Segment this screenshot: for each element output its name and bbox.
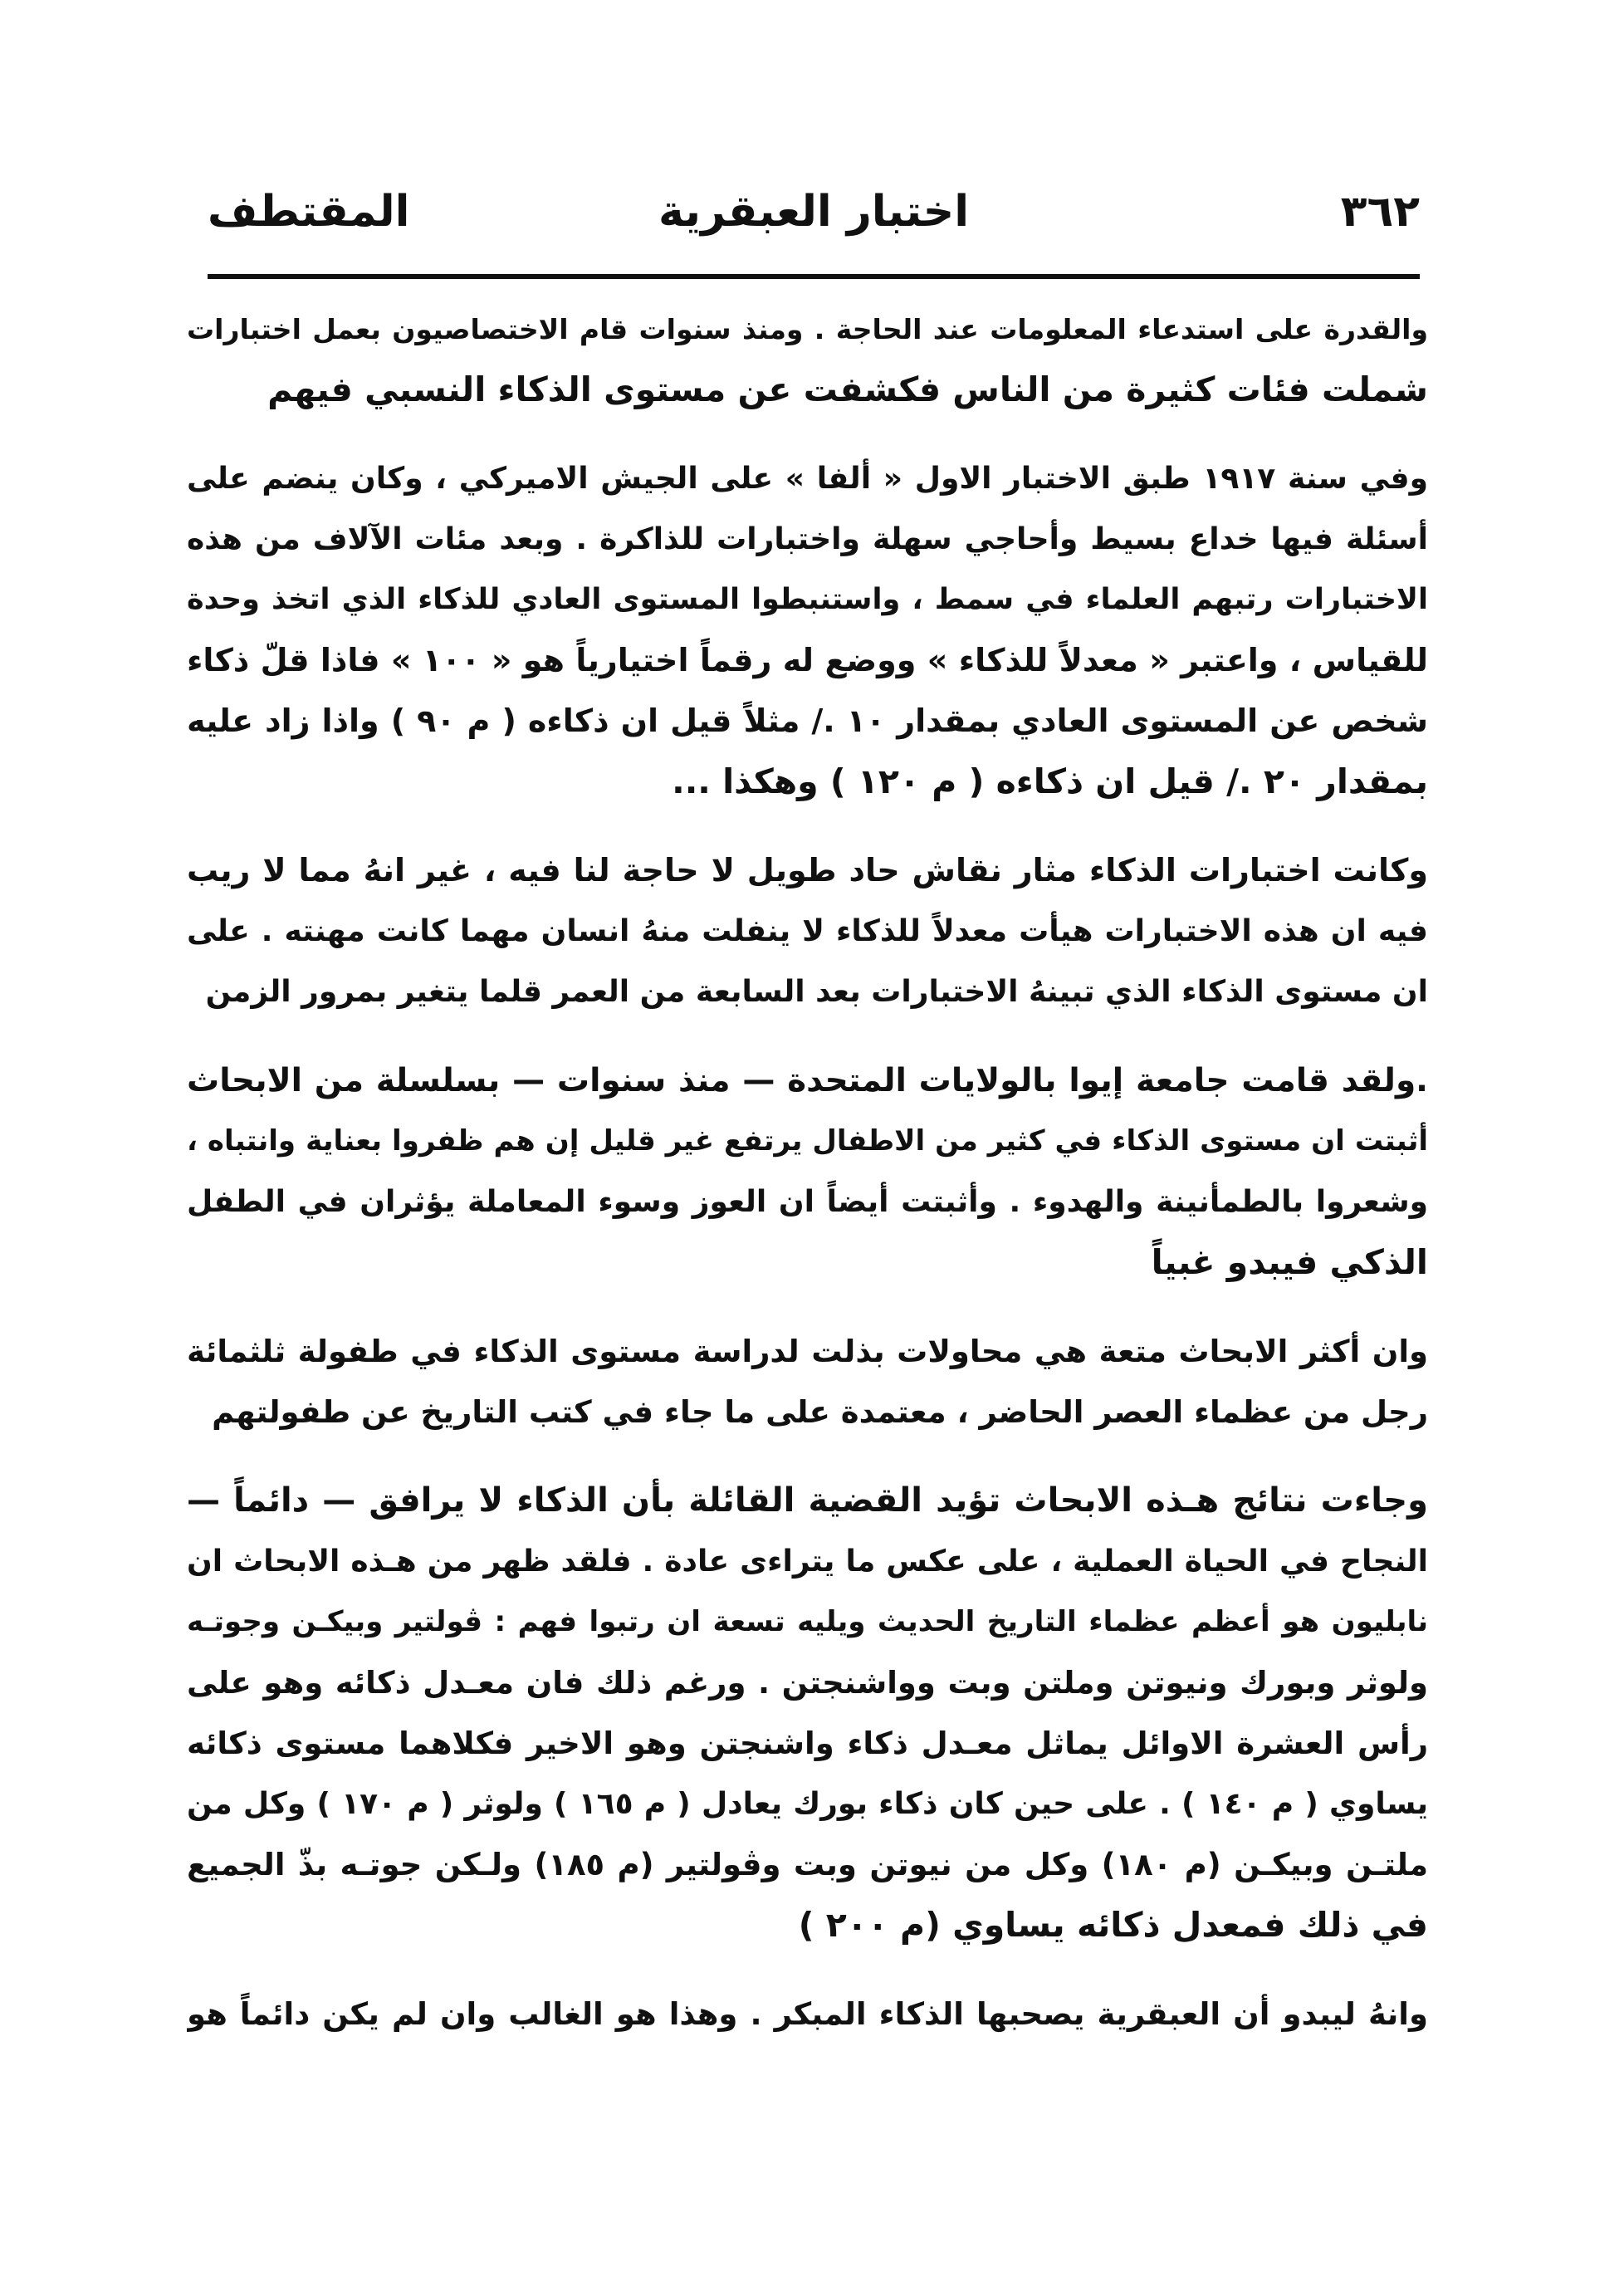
text-line: رجل من عظماء العصر الحاضر ، معتمدة على ما جاء في كتب التاريخ عن طفولتهم	[212, 1394, 1428, 1430]
paragraph-3	[187, 840, 1428, 1022]
text-line: ولوثر وبورك ونيوتن وملتن وبت وواشنجتن . ورغم ذلك فان معـدل ذكائه وهو على	[187, 1665, 1428, 1701]
paragraph-7	[187, 1984, 1428, 2044]
text-line: ملتـن وبيكـن (م ١٨٠) وكل من نيوتن وبت وڤولتير (م ١٨٥) ولـكن جوتـه بذّ الجميع	[187, 1847, 1428, 1882]
text-line: ان مستوى الذكاء الذي تبينهُ الاختبارات بعد السابعة من العمر قلما يتغير بمرور الزمن	[205, 975, 1428, 1009]
paragraph-1	[187, 299, 1428, 420]
page-header	[208, 166, 1420, 257]
text-line: وان أكثر الابحاث متعة هي محاولات بذلت لدراسة مستوى الذكاء في طفولة ثلثمائة	[187, 1334, 1428, 1369]
text-line: الذكي فيبدو غبياً	[1151, 1242, 1428, 1282]
text-line: الاختبارات رتبهم العلماء في سمط ، واستنبطوا المستوى العادي للذكاء الذي اتخذ وحدة	[187, 583, 1428, 616]
paragraph-2	[187, 448, 1428, 812]
running-title: اختبار العبقرية	[658, 187, 970, 237]
text-line: أسئلة فيها خداع بسيط وأحاجي سهلة واختبارات للذاكرة . وبعد مئات الآلاف من هذه	[187, 522, 1428, 556]
text-line: وجاءت نتائج هـذه الابحاث تؤيد القضية القائلة بأن الذكاء لا يرافق — دائماً —	[187, 1481, 1428, 1520]
text-line: نابليون هو أعظم عظماء التاريخ الحديث ويليه تسعة ان رتبوا فهم : ڤولتير وبيكـن وجوتـه	[187, 1605, 1428, 1638]
text-line: .ولقد قامت جامعة إيوا بالولايات المتحدة — منذ سنوات — بسلسلة من الابحاث	[187, 1062, 1428, 1099]
article-body	[187, 299, 1428, 2073]
text-line: فيه ان هذه الاختبارات هيأت معدلاً للذكاء لا ينفلت منهُ انسان مهما كانت مهنته . على	[187, 914, 1428, 948]
text-line: وانهُ ليبدو أن العبقرية يصحبها الذكاء المبكر . وهذا هو الغالب وان لم يكن دائماً هو	[187, 1996, 1428, 2032]
paragraph-4	[187, 1050, 1428, 1293]
text-line: وفي سنة ١٩١٧ طبق الاختبار الاول « ألفا » على الجيش الاميركي ، وكان ينضم على	[187, 462, 1428, 496]
text-line: في ذلك فمعدل ذكائه يساوي (م ٢٠٠ )	[798, 1905, 1428, 1945]
text-line: بمقدار ٢٠ ./ قيل ان ذكاءه ( م ١٢٠ ) وهكذا ...	[672, 761, 1428, 801]
paragraph-5	[187, 1321, 1428, 1442]
header-rule	[208, 274, 1420, 279]
text-line: شملت فئات كثيرة من الناس فكشفت عن مستوى الذكاء النسبي فيهم	[267, 370, 1428, 409]
text-line: شخص عن المستوى العادي بمقدار ١٠ ./ مثلاً قيل ان ذكاءه ( م ٩٠ ) واذا زاد عليه	[187, 702, 1428, 739]
text-line: والقدرة على استدعاء المعلومات عند الحاجة . ومنذ سنوات قام الاختصاصيون بعمل اختبارات	[187, 313, 1428, 345]
text-line: للقياس ، واعتبر « معدلاً للذكاء » ووضع له رقماً اختيارياً هو « ١٠٠ » فاذا قلّ ذكاء	[187, 642, 1428, 678]
text-line: النجاح في الحياة العملية ، على عكس ما يتراءى عادة . فلقد ظهر من هـذه الابحاث ان	[187, 1544, 1428, 1579]
page-number: ٣٦٢	[1340, 187, 1420, 237]
paragraph-6	[187, 1471, 1428, 1956]
journal-name: المقتطف	[208, 187, 410, 237]
text-line: وكانت اختبارات الذكاء مثار نقاش حاد طويل لا حاجة لنا فيه ، غير انهُ مما لا ريب	[187, 852, 1428, 888]
text-line: وشعروا بالطمأنينة والهدوء . وأثبتت أيضاً ان العوز وسوء المعاملة يؤثران في الطفل	[187, 1185, 1428, 1219]
text-line: يساوي ( م ١٤٠ ) . على حين كان ذكاء بورك يعادل ( م ١٦٥ ) ولوثر ( م ١٧٠ ) وكل من	[187, 1787, 1428, 1821]
text-line: أثبتت ان مستوى الذكاء في كثير من الاطفال يرتفع غير قليل إن هم ظفروا بعناية وانتباه ،	[187, 1124, 1428, 1158]
text-line: رأس العشرة الاوائل يماثل معـدل ذكاء واشنجتن وهو الاخير فكلاهما مستوى ذكائه	[187, 1726, 1428, 1761]
